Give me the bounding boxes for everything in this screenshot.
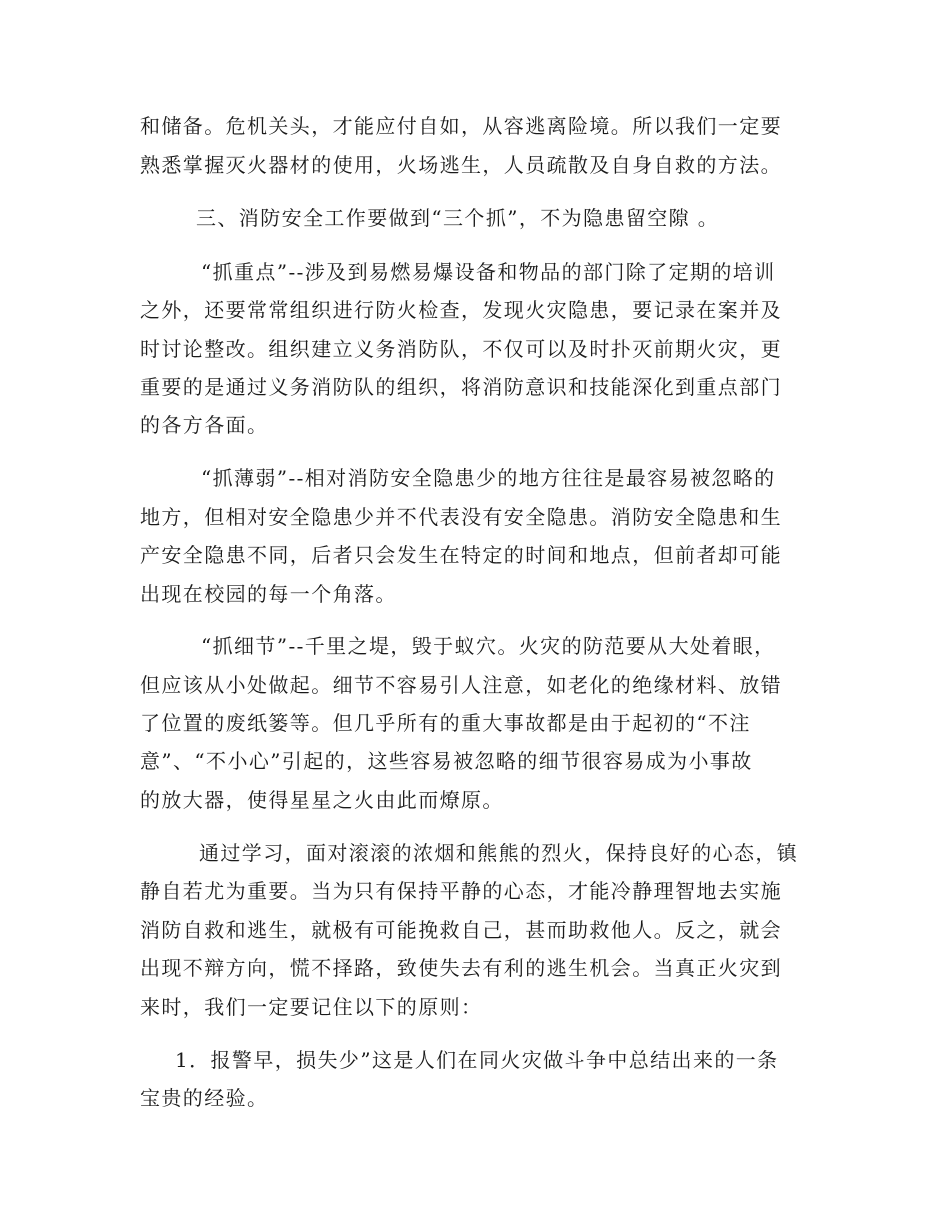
text-line: 和储备。危机关头，才能应付自如，从容逃离险境。所以我们一定要: [140, 114, 782, 138]
text-line: 的放大器，使得星星之火由此而燎原。: [140, 788, 504, 812]
text-line: “抓重点”--涉及到易燃易爆设备和物品的部门除了定期的培训: [201, 260, 776, 284]
text-line: 但应该从小处做起。细节不容易引人注意，如老化的绝缘材料、放错: [140, 673, 782, 697]
text-line: 出现在校园的每一个角落。: [140, 582, 397, 606]
text-line: 消防自救和逃生，就极有可能挽救自己，甚而助救他人。反之，就会: [140, 918, 782, 942]
text-line: 之外，还要常常组织进行防火检查，发现火灾隐患，要记录在案并及: [140, 298, 782, 322]
text-line: 来时，我们一定要记住以下的原则：: [140, 995, 483, 1019]
text-line: 时讨论整改。组织建立义务消防队，不仅可以及时扑灭前期火灾，更: [140, 337, 782, 361]
text-line: 熟悉掌握灭火器材的使用，火场逃生，人员疏散及自身自救的方法。: [140, 153, 782, 177]
text-line: 的各方各面。: [140, 413, 269, 437]
text-line: 静自若尤为重要。当为只有保持平静的心态，才能冷静理智地去实施: [140, 879, 782, 903]
text-line: 产安全隐患不同，后者只会发生在特定的时间和地点，但前者却可能: [140, 543, 782, 567]
text-line: 1．报警早，损失少”这是人们在同火灾做斗争中总结出来的一条: [175, 1048, 779, 1072]
text-line: 宝贵的经验。: [140, 1086, 269, 1110]
text-line: 重要的是通过义务消防队的组织，将消防意识和技能深化到重点部门: [140, 375, 782, 399]
text-line: “抓细节”--千里之堤，毁于蚁穴。火灾的防范要从大处着眼，: [201, 634, 776, 658]
text-line: 出现不辩方向，慌不择路，致使失去有利的逃生机会。当真正火灾到: [140, 956, 782, 980]
heading-line: 三、消防安全工作要做到“三个抓”，不为隐患留空隙 。: [196, 206, 720, 230]
text-line: 地方，但相对安全隐患少并不代表没有安全隐患。消防安全隐患和生: [140, 505, 782, 529]
text-line: “抓薄弱”--相对消防安全隐患少的地方往往是最容易被忽略的: [201, 466, 776, 490]
text-line: 通过学习，面对滚滚的浓烟和熊熊的烈火，保持良好的心态，镇: [199, 841, 799, 865]
text-line: 意”、“不小心”引起的，这些容易被忽略的细节很容易成为小事故: [140, 749, 753, 773]
text-line: 了位置的废纸篓等。但几乎所有的重大事故都是由于起初的“不注: [140, 711, 751, 735]
